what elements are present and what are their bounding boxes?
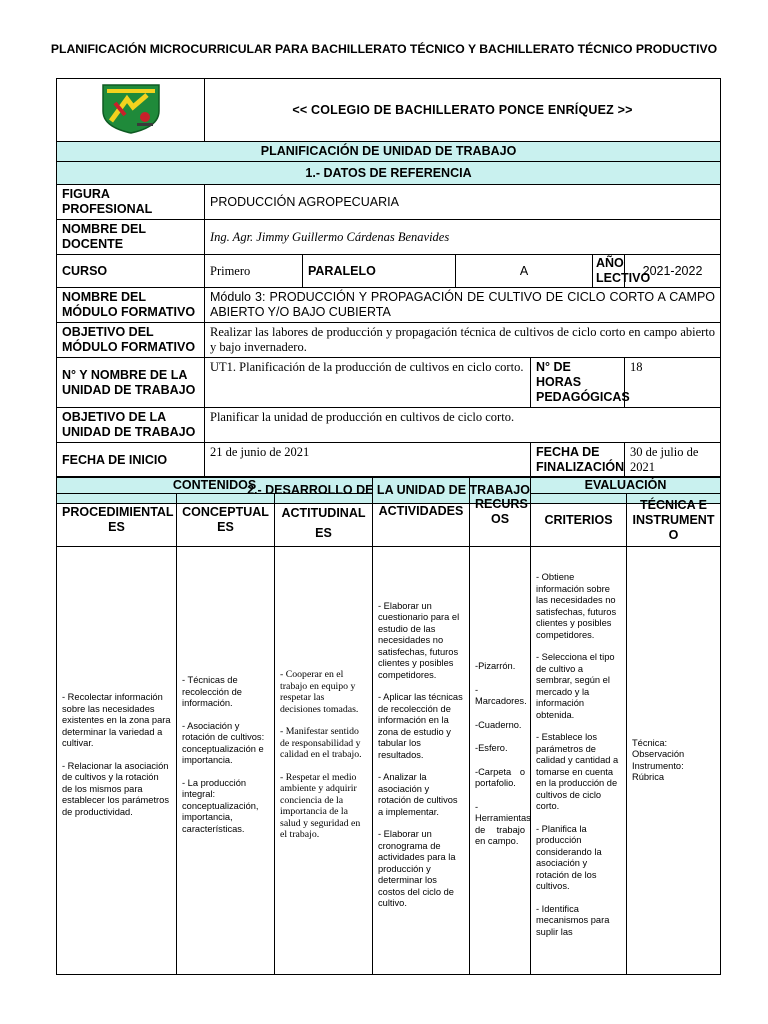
school-logo	[57, 79, 205, 142]
value-objetivo-unidad: Planificar la unidad de producción en cultivos de ciclo corto.	[205, 408, 721, 443]
list-item: - Elaborar un cronograma de actividades para la producción y determinar los costos del ciclo de cultivo.	[378, 829, 456, 908]
label-curso: CURSO	[57, 255, 205, 288]
list-item: - Recolectar información sobre las necesidades existentes en la zona para determinar la variedad a cultivar.	[62, 692, 171, 748]
list-item: - Identifica mecanismos para suplir las	[536, 903, 610, 937]
label-objetivo-modulo: OBJETIVO DEL MÓDULO FORMATIVO	[57, 323, 205, 358]
section-1-title: 1.- DATOS DE REFERENCIA	[57, 162, 721, 185]
value-fecha-inicio: 21 de junio de 2021	[205, 443, 531, 478]
list-item: - Establece los parámetros de calidad y cantidad a tomarse en cuenta en la producción de cultivos de ciclo corto.	[536, 732, 619, 811]
label-fecha-fin: FECHA DE FINALIZACIÓN	[531, 443, 625, 478]
page-header: PLANIFICACIÓN MICROCURRICULAR PARA BACHILLERATO TÉCNICO Y BACHILLERATO TÉCNICO PRODUCTIVO	[50, 42, 718, 56]
label-horas: N° DE HORAS PEDAGÓGICAS	[531, 358, 625, 408]
list-item: - Aplicar las técnicas de recolección de información en la zona de estudio y tabular los resultados.	[378, 692, 463, 760]
header-actitudinales: ACTITUDINAL	[281, 505, 366, 520]
list-item: - Respetar el medio ambiente y adquirir conciencia de la importancia de la salud y seguridad en el trabajo.	[280, 771, 361, 841]
value-objetivo-modulo: Realizar las labores de producción y propagación técnica de cultivos de ciclo corto en campo abierto y bajo invernadero.	[205, 323, 721, 358]
column-recursos	[470, 547, 531, 975]
planning-table	[56, 78, 721, 504]
value-paralelo: A	[456, 255, 593, 288]
list-item: - Planifica la producción considerando la asociación y rotación de los cultivos.	[536, 823, 602, 891]
column-procedimentales	[57, 547, 177, 975]
header-evaluacion: EVALUACIÓN	[531, 477, 721, 494]
list-item: - Selecciona el tipo de cultivo a sembrar, según el mercado y la información obtenida.	[536, 652, 615, 720]
list-item: - Obtiene información sobre las necesidades no satisfechas, futuros clientes y posibles competidores.	[536, 572, 617, 640]
value-horas: 18	[625, 358, 721, 408]
column-tecnica	[627, 547, 721, 975]
value-fecha-fin: 30 de julio de 2021	[625, 443, 721, 478]
list-item: - La producción integral: conceptualización, importancia, características.	[182, 777, 259, 834]
list-item: Técnica: Observación	[632, 737, 685, 759]
list-item: -Esfero.	[475, 743, 508, 754]
header-contenidos: CONTENIDOS	[57, 477, 373, 494]
column-criterios	[531, 547, 627, 975]
value-figura: PRODUCCIÓN AGROPECUARIA	[205, 185, 721, 220]
list-item: - Cooperar en el trabajo en equipo y respetar las decisiones tomadas.	[280, 669, 359, 715]
label-modulo: NOMBRE DEL MÓDULO FORMATIVO	[57, 288, 205, 323]
label-unidad: N° Y NOMBRE DE LA UNIDAD DE TRABAJO	[57, 358, 205, 408]
column-conceptuales	[177, 547, 275, 975]
list-item: - Marcadores.	[475, 684, 527, 707]
list-item: - Manifestar sentido de responsabilidad y calidad en el trabajo.	[280, 726, 362, 761]
column-actividades	[373, 547, 470, 975]
list-item: - Asociación y rotación de cultivos: conceptualización e importancia.	[182, 720, 265, 765]
school-shield-icon	[97, 81, 165, 135]
school-title: << COLEGIO DE BACHILLERATO PONCE ENRÍQUEZ >>	[205, 79, 721, 142]
list-item: -Carpeta o portafolio.	[475, 766, 525, 789]
value-unidad: UT1. Planificación de la producción de cultivos en ciclo corto.	[205, 358, 531, 408]
value-curso: Primero	[205, 255, 303, 288]
list-item: - Técnicas de recolección de información.	[182, 675, 242, 708]
section-plan-title: PLANIFICACIÓN DE UNIDAD DE TRABAJO	[57, 142, 721, 162]
label-paralelo: PARALELO	[303, 255, 456, 288]
section-2-title: 2.- DESARROLLO DE LA UNIDAD DE TRABAJO	[57, 478, 721, 504]
list-item: - Relacionar la asociación de cultivos y la rotación de los mismos para establecer los parámetros de productividad.	[62, 760, 169, 817]
header-conceptuales: CONCEPTUAL ES	[177, 494, 275, 547]
label-anio: AÑO LECTIVO	[593, 255, 625, 288]
list-item: - Herramientas de trabajo en campo.	[475, 801, 531, 847]
header-procedimentales: PROCEDIMIENTAL ES	[57, 494, 177, 547]
label-fecha-inicio: FECHA DE INICIO	[57, 443, 205, 478]
header-criterios: CRITERIOS	[531, 494, 627, 547]
label-docente: NOMBRE DEL DOCENTE	[57, 220, 205, 255]
header-tecnica: TÉCNICA E INSTRUMENT O	[627, 494, 721, 547]
development-table	[56, 476, 721, 975]
label-objetivo-unidad: OBJETIVO DE LA UNIDAD DE TRABAJO	[57, 408, 205, 443]
value-docente: Ing. Agr. Jimmy Guillermo Cárdenas Benavides	[205, 220, 721, 255]
header-recursos: RECURS OS	[470, 477, 531, 547]
list-item: -Cuaderno.	[475, 719, 522, 730]
list-item: -Pizarrón.	[475, 661, 516, 672]
column-actitudinales	[275, 547, 373, 975]
header-actitudinales-suffix: ES	[315, 525, 332, 540]
value-anio: 2021-2022	[625, 255, 721, 288]
list-item: Instrumento: Rúbrica	[632, 760, 684, 782]
label-figura: FIGURA PROFESIONAL	[57, 185, 205, 220]
list-item: - Elaborar un cuestionario para el estudio de las necesidades no satisfechas, futuros clientes y posibles competidores.	[378, 600, 460, 680]
list-item: - Analizar la asociación y rotación de cultivos a implementar.	[378, 772, 458, 817]
value-modulo: Módulo 3: PRODUCCIÓN Y PROPAGACIÓN DE CULTIVO DE CICLO CORTO A CAMPO ABIERTO Y/O BAJO CUBIERTA	[205, 288, 721, 323]
header-actividades: ACTIVIDADES	[373, 477, 470, 547]
